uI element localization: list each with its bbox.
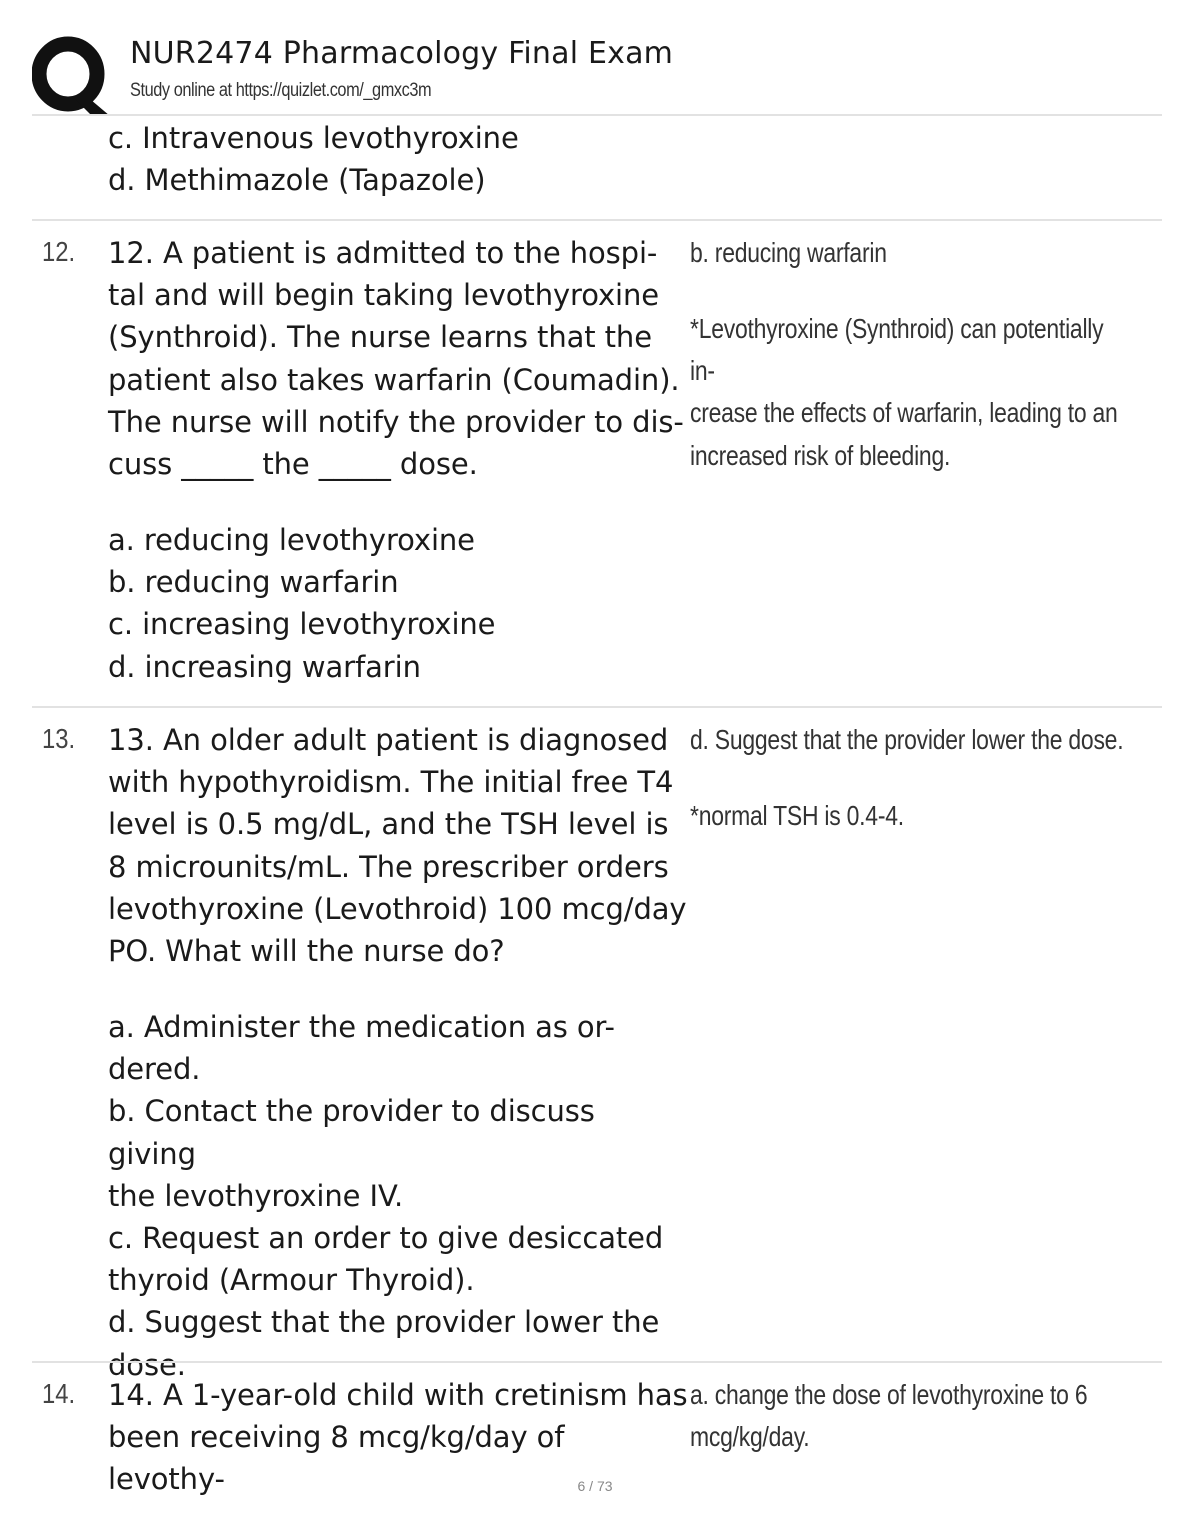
- correct-answer: d. Suggest that the provider lower the dose.: [690, 724, 1124, 755]
- page-number: 6 / 73: [577, 1478, 613, 1494]
- question-text: 12. A patient is admitted to the hospi- tal and will begin taking levothyroxine (Synthroid). The nurse learns that the patient also takes warfarin (Coumadin). The nurse will notify the provider to dis- cuss _____ the _____ dose.: [108, 236, 684, 482]
- correct-answer: b. reducing warfarin: [690, 237, 887, 268]
- question-text: 14. A 1-year-old child with cretinism has been receiving 8 mcg/kg/day of levothy-: [108, 1378, 688, 1497]
- page-header: [32, 28, 1162, 112]
- card-number: 12.: [42, 236, 76, 267]
- divider: [32, 1361, 1162, 1363]
- correct-answer: a. change the dose of levothyroxine to 6 mcg/kg/day.: [690, 1379, 1088, 1453]
- previous-question-options: c. Intravenous levothyroxine d. Methimazole (Tapazole): [108, 121, 519, 198]
- divider: [32, 706, 1162, 708]
- answer-options: a. reducing levothyroxine b. reducing warfarin c. increasing levothyroxine d. increasing warfarin: [108, 523, 496, 684]
- card-number: 13.: [42, 723, 76, 754]
- quizlet-q-logo-icon: [32, 36, 112, 116]
- card-number: 14.: [42, 1378, 76, 1409]
- answer-explanation: *normal TSH is 0.4-4.: [690, 800, 904, 831]
- answer-explanation: *Levothyroxine (Synthroid) can potentially in- crease the effects of warfarin, leading to an increased risk of bleeding.: [690, 313, 1118, 471]
- divider: [32, 114, 1162, 116]
- question-text: 13. An older adult patient is diagnosed with hypothyroidism. The initial free T4 level is 0.5 mg/dL, and the TSH level is 8 microunits/mL. The prescriber orders levothyroxine (Levothroid) 100 mcg/day PO. What will the nurse do?: [108, 723, 687, 969]
- study-online-link[interactable]: Study online at https://quizlet.com/_gmxc3m: [130, 80, 432, 101]
- answer-options: a. Administer the medication as or- dered. b. Contact the provider to discuss giving the levothyroxine IV. c. Request an order to give desiccated thyroid (Armour Thyroid). d. Suggest that the provider lower the dose.: [108, 1010, 664, 1382]
- divider: [32, 219, 1162, 221]
- document-title: NUR2474 Pharmacology Final Exam: [130, 36, 674, 71]
